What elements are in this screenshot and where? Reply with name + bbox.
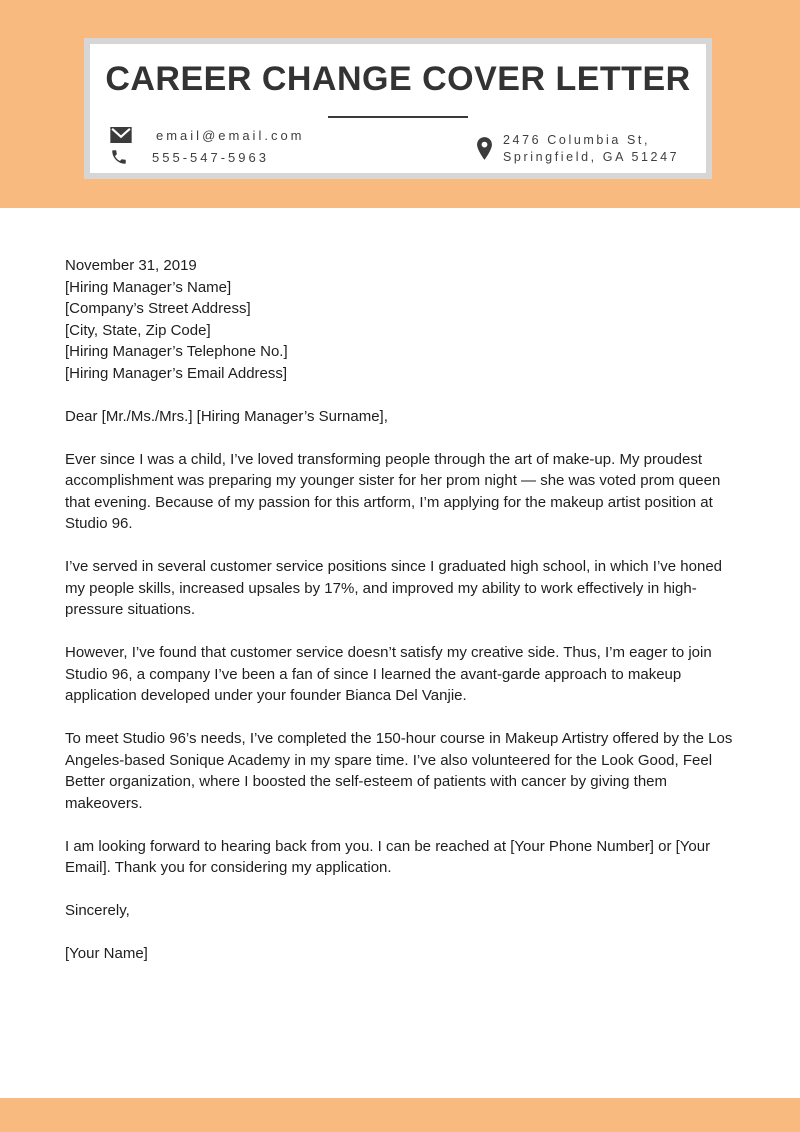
salutation: Dear [Mr./Ms./Mrs.] [Hiring Manager’s Surname], [65, 407, 388, 425]
email-row [110, 127, 305, 143]
phone-icon [110, 148, 128, 166]
recipient-line: [Hiring Manager’s Telephone No.] [65, 343, 288, 360]
paragraph-4: To meet Studio 96’s needs, I’ve completed the 150-hour course in Makeup Artistry offered by the Los Angeles-based Sonique Academy in my spare time. I’ve also volunteered for the Look Good, Feel Better organization, where I boosted the self-esteem of patients with cancer by giving them makeovers. [65, 730, 733, 812]
address-line-1: 2476 Columbia St, [503, 133, 651, 147]
paragraph-3: However, I’ve found that customer service doesn’t satisfy my creative side. Thus, I’m eager to join Studio 96, a company I’ve been a fan of since I learned the avant-garde approach to makeup application developed under your founder Bianca Del Vanjie. [65, 644, 712, 704]
phone-text: 555-547-5963 [152, 149, 269, 165]
letter-body [65, 255, 741, 965]
phone-row [110, 148, 305, 166]
email-text: email@email.com [156, 127, 305, 143]
bottom-accent-band [0, 1098, 800, 1132]
paragraph-1: Ever since I was a child, I’ve loved transforming people through the art of make-up. My proudest accomplishment was preparing my younger sister for her prom night — she was voted prom queen that evening. Because of my passion for this artform, I’m applying for the makeup artist position at Studio 96. [65, 450, 721, 532]
address-line-2: Springfield, GA 51247 [503, 150, 680, 164]
page-title: CAREER CHANGE COVER LETTER [105, 60, 691, 98]
closing: Sincerely, [65, 902, 130, 919]
recipient-line: [City, State, Zip Code] [65, 321, 211, 339]
paragraph-2: I’ve served in several customer service positions since I graduated high school, in which I’ve honed my people skills, increased upsales by 17%, and improved my ability to work effectively in high-pressure situations. [65, 558, 723, 618]
signature-placeholder: [Your Name] [65, 945, 148, 962]
header-card [84, 38, 712, 179]
recipient-line: [Hiring Manager’s Email Address] [65, 364, 288, 382]
closing-block [65, 900, 741, 965]
address-block [503, 133, 679, 164]
paragraph-5: I am looking forward to hearing back from you. I can be reached at [Your Phone Number] or [Your Email]. Thank you for considering my application. [65, 837, 711, 876]
envelope-icon [110, 127, 132, 143]
recipient-line: [Hiring Manager’s Name] [65, 278, 232, 296]
location-pin-icon [476, 137, 493, 160]
title-divider [328, 116, 468, 118]
recipient-block [65, 255, 741, 384]
contact-right-group [476, 133, 679, 164]
contact-left-group [110, 127, 305, 166]
recipient-line: [Company’s Street Address] [65, 300, 251, 317]
letter-date: November 31, 2019 [65, 257, 197, 274]
